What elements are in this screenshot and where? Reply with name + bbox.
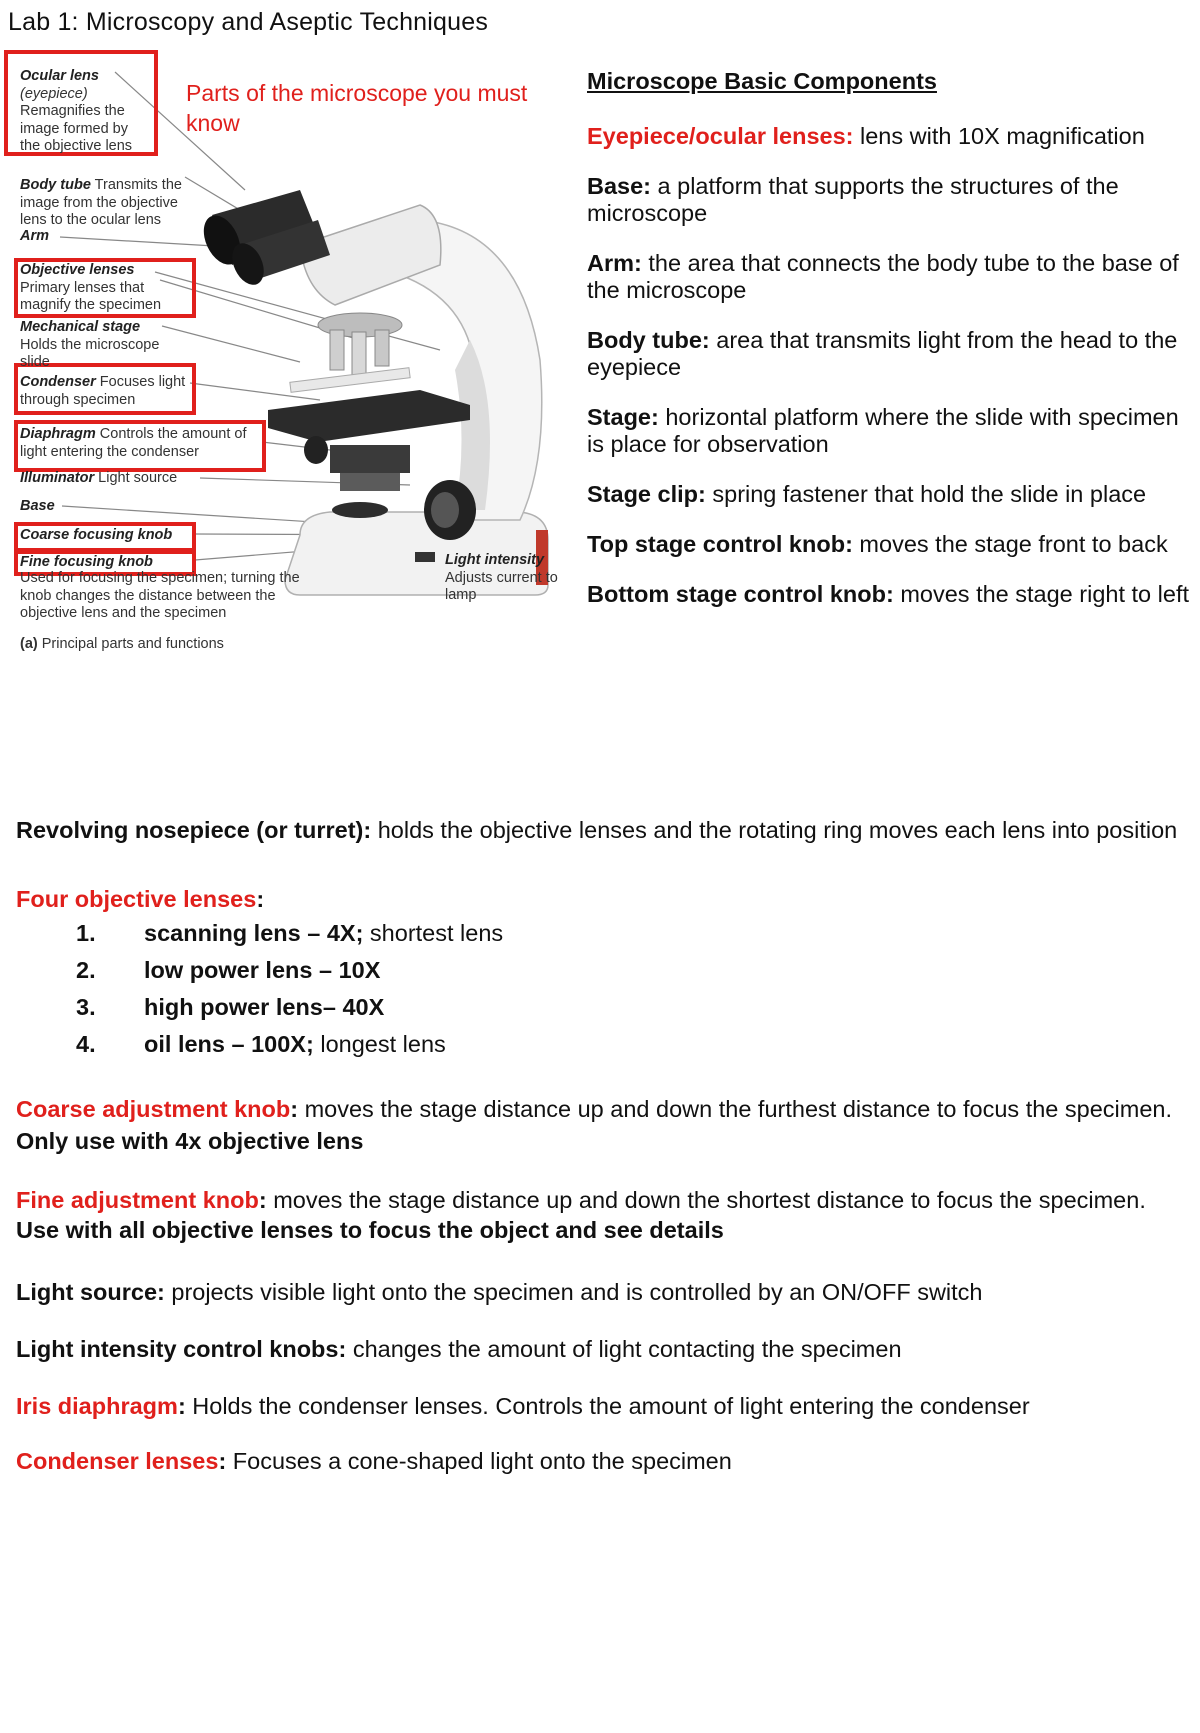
arm-label: Arm: [20, 228, 50, 244]
light-source-paragraph: Light source: projects visible light onto the specimen and is controlled by an ON/OFF switch: [16, 1279, 983, 1305]
focusing-description: Used for focusing the specimen; turning the knob changes the distance between the objective lens and the specimen: [20, 570, 300, 621]
component-item: Top stage control knob: moves the stage front to back: [587, 531, 1168, 557]
component-item: Bottom stage control knob: moves the stage right to left: [587, 581, 1190, 607]
mechanical-stage-label: Mechanical stage Holds the microscope slide: [20, 319, 160, 370]
component-item: Stage: horizontal platform where the slide with specimen is place for observation: [587, 404, 1179, 457]
objective-lenses-heading: Four objective lenses:: [16, 886, 265, 912]
component-item: Base: a platform that supports the structures of the microscope: [587, 173, 1119, 226]
list-item: 3. high power lens– 40X: [76, 994, 385, 1020]
light-intensity-label: Light intensity Adjusts current to lamp: [445, 552, 558, 603]
component-item: Arm: the area that connects the body tube to the base of the microscope: [587, 250, 1179, 303]
coarse-adjustment-paragraph: Coarse adjustment knob: moves the stage distance up and down the furthest distance to focus the specimen. Only use with 4x objective lens: [16, 1096, 1173, 1154]
ocular-lens-label: Ocular lens (eyepiece) Remagnifies the image formed by the objective lens: [20, 68, 133, 154]
component-item: Body tube: area that transmits light from the head to the eyepiece: [587, 327, 1178, 380]
condenser-lenses-paragraph: Condenser lenses: Focuses a cone-shaped light onto the specimen: [16, 1448, 732, 1474]
list-item: 1. scanning lens – 4X; shortest lens: [76, 920, 504, 946]
diaphragm-label: Diaphragm Controls the amount of light entering the condenser: [20, 426, 247, 460]
list-item: 2. low power lens – 10X: [76, 957, 381, 983]
microscope-figure: [0, 40, 580, 740]
base-label: Base: [20, 498, 55, 514]
page-title: Lab 1: Microscopy and Aseptic Techniques: [8, 8, 489, 36]
components-heading: Microscope Basic Components: [587, 68, 937, 94]
light-intensity-paragraph: Light intensity control knobs: changes the amount of light contacting the specimen: [16, 1336, 902, 1362]
component-item: Eyepiece/ocular lenses: lens with 10X magnification: [587, 123, 1145, 149]
nosepiece-paragraph: Revolving nosepiece (or turret): holds the objective lenses and the rotating ring moves each lens into position: [16, 817, 1178, 843]
objective-lens-list: [16, 915, 1191, 1063]
components-section: [587, 68, 1192, 631]
details-section: [16, 812, 1191, 1476]
coarse-focusing-knob-label: Coarse focusing knob: [20, 527, 173, 543]
condenser-label: Condenser Focuses light through specimen: [20, 374, 186, 408]
objective-lenses-label: Objective lenses Primary lenses that magnify the specimen: [20, 262, 162, 313]
iris-diaphragm-paragraph: Iris diaphragm: Holds the condenser lenses. Controls the amount of light entering the condenser: [16, 1393, 1030, 1419]
fine-focusing-knob-label: Fine focusing knob: [20, 554, 153, 570]
list-item: 4. oil lens – 100X; longest lens: [76, 1031, 446, 1057]
fine-adjustment-paragraph: Fine adjustment knob: moves the stage distance up and down the shortest distance to focus the specimen. Use with all objective lenses to focus the object and see details: [16, 1187, 1146, 1243]
figure-caption: (a) Principal parts and functions: [20, 636, 224, 652]
illuminator-label: Illuminator Light source: [20, 470, 178, 486]
body-tube-label: Body tube Transmits the image from the objective lens to the ocular lens: [20, 177, 182, 228]
component-item: Stage clip: spring fastener that hold the slide in place: [587, 481, 1147, 507]
must-know-note: Parts of the microscope you must know: [186, 80, 528, 136]
